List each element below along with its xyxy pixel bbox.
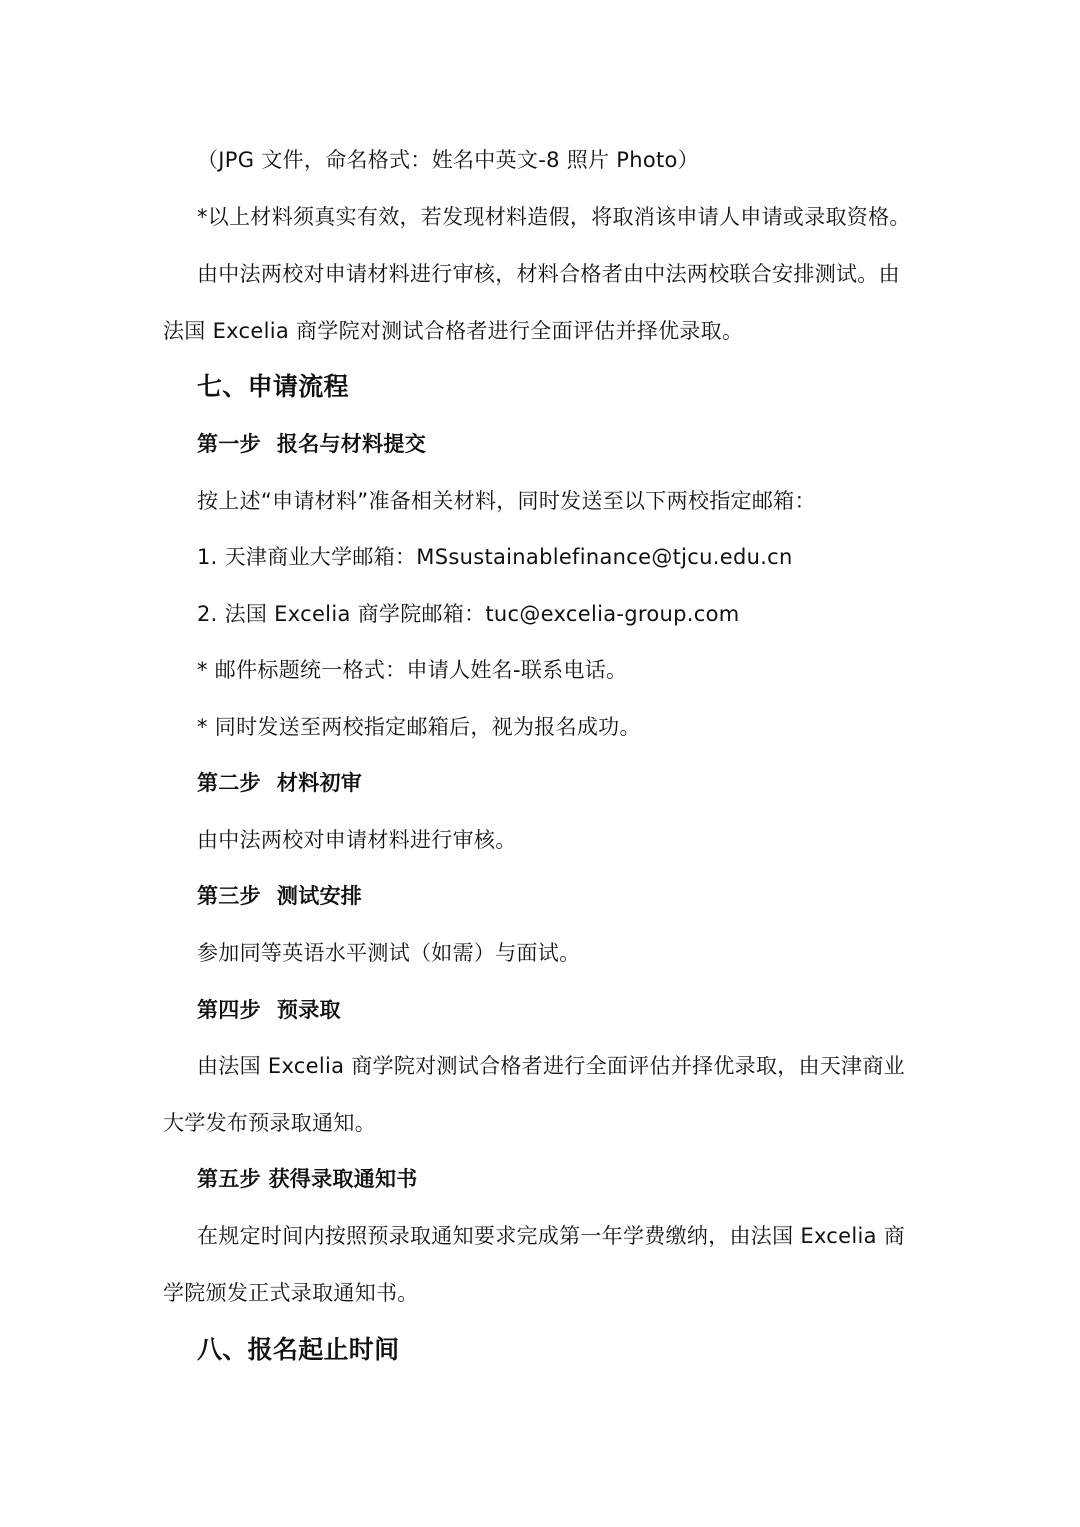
section-8-heading: 八、报名起止时间 (197, 1335, 400, 1364)
email-subject-note: * 邮件标题统一格式：申请人姓名-联系电话。 (197, 658, 628, 682)
step-1-heading (197, 429, 426, 459)
email-tjcu: 1. 天津商业大学邮箱：MSsustainablefinance@tjcu.edu.cn (197, 545, 793, 569)
registration-success-note: * 同时发送至两校指定邮箱后，视为报名成功。 (197, 715, 641, 739)
step-5-heading: 第五步 获得录取通知书 (197, 1167, 418, 1191)
step-3-label: 第三步 (197, 884, 261, 908)
step-4-text-line-1: 由法国 Excelia 商学院对测试合格者进行全面评估并择优录取，由天津商业 (197, 1054, 906, 1078)
step-4-text-line-2: 大学发布预录取通知。 (163, 1111, 376, 1135)
step-3-title: 测试安排 (276, 884, 363, 908)
review-paragraph-line-2: 法国 Excelia 商学院对测试合格者进行全面评估并择优录取。 (163, 319, 744, 343)
review-paragraph-line-1: 由中法两校对申请材料进行审核，材料合格者由中法两校联合安排测试。由 (197, 262, 900, 286)
step-3-heading (197, 881, 362, 911)
step-5-text-line-2: 学院颁发正式录取通知书。 (163, 1281, 419, 1305)
step-4-title: 预录取 (276, 998, 341, 1022)
step-5-text-line-1: 在规定时间内按照预录取通知要求完成第一年学费缴纳，由法国 Excelia 商 (197, 1224, 906, 1248)
step-1-intro: 按上述“申请材料”准备相关材料，同时发送至以下两校指定邮箱： (197, 489, 816, 513)
step-3-text: 参加同等英语水平测试（如需）与面试。 (197, 941, 581, 965)
step-2-heading (197, 768, 362, 798)
step-4-label: 第四步 (197, 998, 261, 1022)
step-1-label: 第一步 (197, 432, 261, 456)
step-2-title: 材料初审 (276, 771, 363, 795)
step-2-label: 第二步 (197, 771, 261, 795)
email-excelia: 2. 法国 Excelia 商学院邮箱：tuc@excelia-group.com (197, 602, 740, 626)
photo-format-note: （JPG 文件，命名格式：姓名中英文-8 照片 Photo） (197, 148, 699, 172)
authenticity-note: *以上材料须真实有效，若发现材料造假，将取消该申请人申请或录取资格。 (197, 205, 911, 229)
step-2-text: 由中法两校对申请材料进行审核。 (197, 828, 517, 852)
section-7-heading: 七、申请流程 (197, 372, 349, 401)
step-4-heading (197, 995, 341, 1025)
step-1-title: 报名与材料提交 (276, 432, 427, 456)
